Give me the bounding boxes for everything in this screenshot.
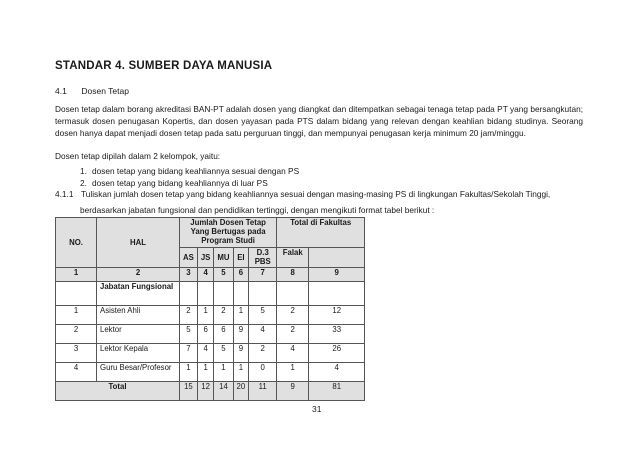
header-mu: MU (214, 248, 233, 268)
definition-paragraph: Dosen tetap dalam borang akreditasi BAN-PT adalah dosen yang diangkat dan ditempatkan sebagai tenaga tetap pada PT yang bersangkutan; termasuk dosen penugasan Kopertis, dan dosen yayasan pada PTS dalam bidang yang relevan dengan keahlian bidang studinya. Seorang dosen hanya dapat menjadi dosen tetap pada satu perguruan tinggi, dan mempunyai penugasan kerja minimum 20 jam/minggu. (55, 104, 583, 138)
total-row: Total 15 12 14 20 11 9 81 (56, 382, 365, 401)
table-row: 4 Guru Besar/Profesor 1 1 1 1 0 1 4 (56, 363, 365, 382)
header-ei: EI (233, 248, 249, 268)
section-row-label: Jabatan Fungsional (97, 282, 180, 306)
header-total: Total di Fakultas (277, 218, 365, 248)
header-blank (309, 248, 365, 268)
instruction-number: 4.1.1 (55, 189, 74, 199)
instruction-line: 4.1.1 Tuliskan jumlah dosen tetap yang bidang keahliannya sesuai dengan masing-masing PS di lingkungan Fakultas/Sekolah Tinggi, (55, 189, 551, 199)
column-number-row: 1 2 3 4 5 6 7 8 9 (56, 268, 365, 282)
section-number: 4.1 (55, 86, 67, 96)
header-d3pbs: D.3 PBS (249, 248, 277, 268)
page-number: 31 (312, 404, 322, 414)
header-as: AS (180, 248, 198, 268)
table-row: 1 Asisten Ahli 2 1 2 1 5 2 12 (56, 306, 365, 325)
groups-intro: Dosen tetap dipilah dalam 2 kelompok, yaitu: (55, 151, 221, 161)
lecturer-table (55, 217, 365, 401)
table-row: 3 Lektor Kepala 7 4 5 9 2 4 26 (56, 344, 365, 363)
list-item: 2. dosen tetap yang bidang keahliannya di luar PS (80, 178, 268, 188)
page-heading: STANDAR 4. SUMBER DAYA MANUSIA (55, 60, 273, 72)
header-falak: Falak (277, 248, 309, 268)
header-no: NO. (56, 218, 97, 268)
instruction-continuation: berdasarkan jabatan fungsional dan pendidikan tertinggi, dengan mengikuti format tabel berikut : (80, 205, 435, 215)
header-jumlah: Jumlah Dosen Tetap Yang Bertugas pada Program Studi (180, 218, 277, 248)
section-row (56, 282, 365, 306)
section-title (55, 86, 129, 96)
table-row: 2 Lektor 5 6 6 9 4 2 33 (56, 325, 365, 344)
section-label: Dosen Tetap (81, 86, 129, 96)
header-hal: HAL (97, 218, 180, 268)
groups-list (80, 165, 299, 189)
list-item: 1. dosen tetap yang bidang keahliannya sesuai dengan PS (80, 166, 300, 176)
header-js: JS (197, 248, 214, 268)
